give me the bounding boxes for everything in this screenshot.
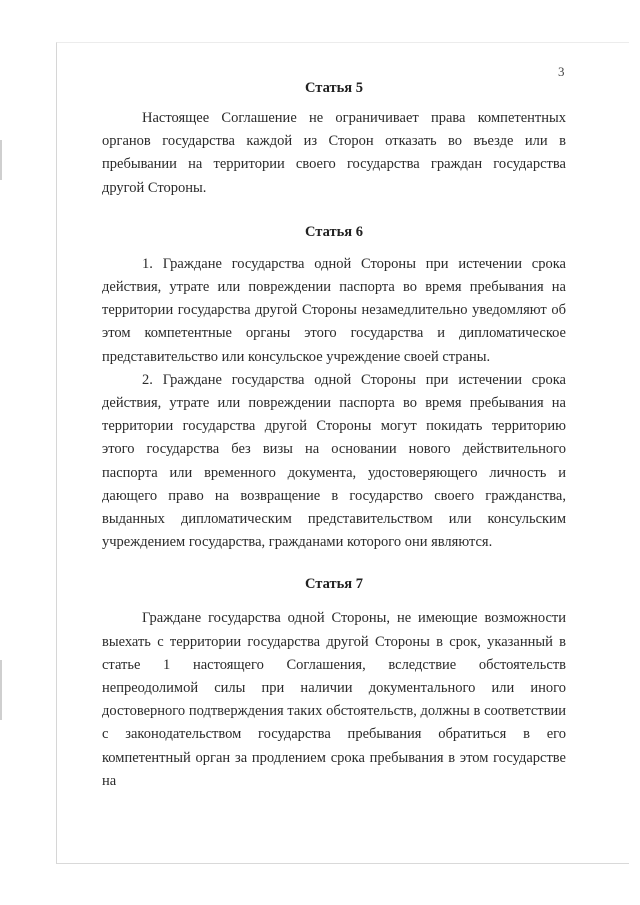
article-heading: Статья 7 (305, 576, 363, 593)
scan-edge-mark (0, 660, 2, 720)
article-paragraph: Настоящее Соглашение не ограничивает права компетентных органов государства каждой из Сторон отказать во въезде или в пребывании на территории своего государства граждан государства другой Стороны. (102, 110, 566, 196)
document-body (102, 80, 566, 793)
page-number: 3 (558, 64, 565, 79)
article-paragraph: 2. Граждане государства одной Стороны при истечении срока действия, утрате или повреждении паспорта во время пребывания на территории государства другой Стороны могут покидать территорию этого государства без визы на основании нового действительного паспорта или временного документа, удостоверяющего личность и дающего право на возвращение в государство своего гражданства, выданных дипломатическим представительством или консульским учреждением государства, гражданами которого они являются. (102, 371, 566, 551)
article-5 (102, 80, 566, 200)
article-paragraph: Граждане государства одной Стороны, не имеющие возможности выехать с территории государства другой Стороны в срок, указанный в статье 1 настоящего Соглашения, вследствие обстоятельств непреодолимой силы при наличии документального или иного достоверного подтверждения таких обстоятельств, должны в соответствии с законодательством государства пребывания обратиться в его компетентный орган за продлением срока пребывания в этом государстве на (102, 610, 566, 789)
article-heading: Статья 5 (305, 80, 363, 96)
article-7 (102, 576, 566, 793)
scan-edge-mark (0, 140, 2, 180)
article-6 (102, 224, 566, 555)
article-heading: Статья 6 (305, 223, 363, 240)
article-paragraph: 1. Граждане государства одной Стороны при истечении срока действия, утрате или повреждении паспорта во время пребывания на территории государства другой Стороны незамедлительно уведомляют об этом компетентные органы этого государства и дипломатическое представительство или консульское учреждение своей страны. (102, 255, 566, 365)
